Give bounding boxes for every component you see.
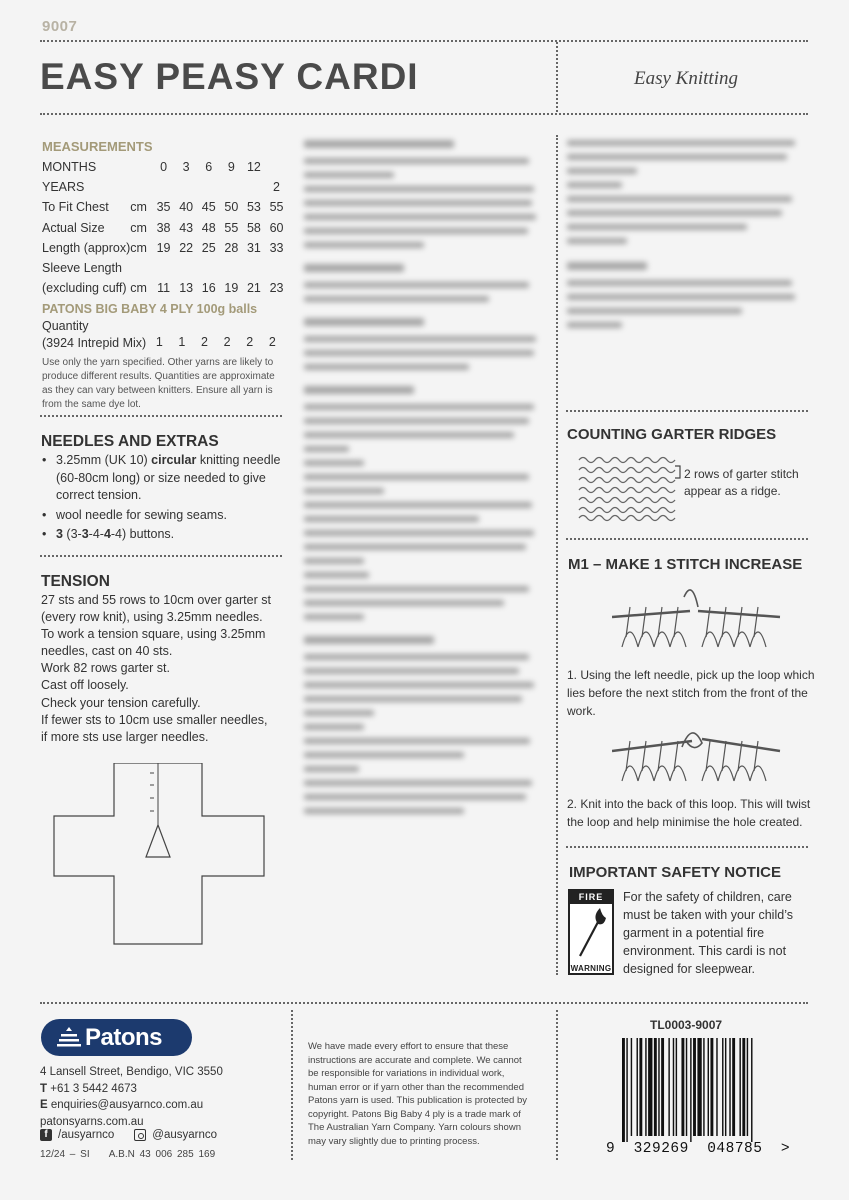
counting-ridges-heading: COUNTING GARTER RIDGES [567, 426, 777, 443]
legal-disclaimer: We have made every effort to ensure that these instructions are accurate and complete. We cannot be responsible for variations in individual work, human error or if yarn other than the recommended Patons yarn is used. This publication is protected by copyright. Patons Big Baby 4 ply is a trade mark of The Australian Yarn Company. Yarn colours shown may vary slightly due to printing process. [308, 1041, 527, 1147]
tension-heading: TENSION [41, 573, 110, 590]
divider [556, 135, 558, 975]
divider [291, 1010, 293, 1160]
sheep-logo-icon [57, 1026, 81, 1050]
barcode [620, 1038, 815, 1144]
table-row: YEARS 2 [42, 180, 280, 195]
m1-step1-illustration [612, 577, 782, 657]
needles-list [42, 452, 282, 546]
instagram-link[interactable]: @ausyarnco [152, 1129, 217, 1141]
measurements-table [40, 157, 288, 298]
divider [556, 1010, 558, 1160]
needles-heading: NEEDLES AND EXTRAS [41, 433, 219, 450]
facebook-icon: f [40, 1129, 52, 1141]
blurred-instructions-right [567, 140, 807, 336]
table-row: MONTHS 0 3 6 9 12 [42, 160, 261, 175]
quantity-value: 2 [201, 335, 208, 349]
garter-ridges-diagram [577, 454, 687, 522]
instagram-icon [134, 1129, 146, 1141]
table-row: To Fit Chest cm 35 40 45 50 53 55 [42, 200, 284, 215]
contact-details [40, 1064, 223, 1130]
divider [566, 538, 808, 540]
table-row: Sleeve Length [42, 261, 122, 276]
difficulty-label: Easy Knitting [634, 68, 738, 89]
email[interactable]: E enquiries@ausyarnco.com.au [40, 1099, 204, 1111]
m1-step2-illustration [612, 711, 782, 791]
match-flame-icon [570, 904, 612, 960]
address: 4 Lansell Street, Bendigo, VIC 3550 [40, 1066, 223, 1078]
phone: T +61 3 5442 4673 [40, 1082, 137, 1095]
table-row: Length (approx) cm 19 22 25 28 31 33 [42, 240, 284, 255]
divider [40, 555, 282, 557]
print-info: 12/24 – SI A.B.N 43 006 285 169 [40, 1149, 216, 1160]
divider [556, 42, 558, 112]
quantity-value: 2 [223, 335, 231, 349]
list-item: • wool needle for sewing seams. [42, 507, 282, 525]
quantity-value: 1 [178, 335, 186, 349]
facebook-link[interactable]: /ausyarnco [58, 1129, 115, 1141]
table-row: (excluding cuff) cm 11 13 16 19 21 23 [42, 281, 284, 296]
list-item: • 3.25mm (UK 10) circular knitting needle (60-80cm long) or size needed to give correct tension. [42, 452, 282, 505]
table-row: Actual Size cm 38 43 48 55 58 60 [42, 220, 284, 235]
m1-heading: M1 – MAKE 1 STITCH INCREASE [568, 556, 803, 573]
product-code: TL0003-9007 [650, 1018, 723, 1032]
safety-text: For the safety of children, care must be taken with your child’s garment in a potential fire environment. This cardi is not designed for sleepwear. [623, 890, 793, 976]
patons-logo: Patons [41, 1019, 192, 1056]
measurements-heading: MEASUREMENTS [42, 139, 153, 154]
m1-step-1: 1. Using the left needle, pick up the loop which lies before the next stitch from the front of the work. [567, 668, 815, 718]
pattern-number: 9007 [42, 18, 78, 35]
quantity-label: Quantity (3924 Intrepid Mix) [42, 319, 147, 350]
divider [566, 846, 808, 848]
blurred-instructions-middle [304, 140, 542, 822]
page-title: EASY PEASY CARDI [40, 56, 419, 97]
garter-ridge-note: 2 rows of garter stitch appear as a ridge. [684, 467, 799, 498]
social-links [40, 1129, 217, 1141]
tension-text: 27 sts and 55 rows to 10cm over garter st (every row knit), using 3.25mm needles. To work a tension square, using 3.25mm needles, cast on 40 sts. Work 82 rows garter st. Cast off loosely. Check your tension carefully. If fewer sts to 10cm use smaller needles, if more sts use larger needles. [41, 593, 271, 744]
quantity-value: 2 [268, 335, 276, 349]
divider [40, 113, 808, 115]
yarn-heading: PATONS BIG BABY 4 PLY 100g balls [42, 302, 258, 316]
divider [40, 1002, 808, 1004]
safety-heading: IMPORTANT SAFETY NOTICE [569, 864, 781, 881]
barcode-digits: 9 329269 048785 > [606, 1141, 791, 1157]
quantity-value: 1 [155, 335, 163, 349]
list-item: • 3 (3-3-4-4-4) buttons. [42, 526, 282, 544]
divider [40, 40, 808, 42]
yarn-disclaimer: Use only the yarn specified. Other yarns are likely to produce different results. Quantities are approximate as they can vary between knitters. Ensure all yarn is from the same dye lot. [42, 357, 275, 410]
website-link[interactable]: patonsyarns.com.au [40, 1115, 144, 1128]
quantity-value: 2 [246, 335, 254, 349]
m1-step-2: 2. Knit into the back of this loop. This will twist the loop and help minimise the hole created. [567, 797, 811, 829]
garment-diagram [52, 763, 266, 945]
divider [40, 415, 282, 417]
fire-warning-badge: FIRE WARNING [568, 889, 614, 975]
divider [566, 410, 808, 412]
